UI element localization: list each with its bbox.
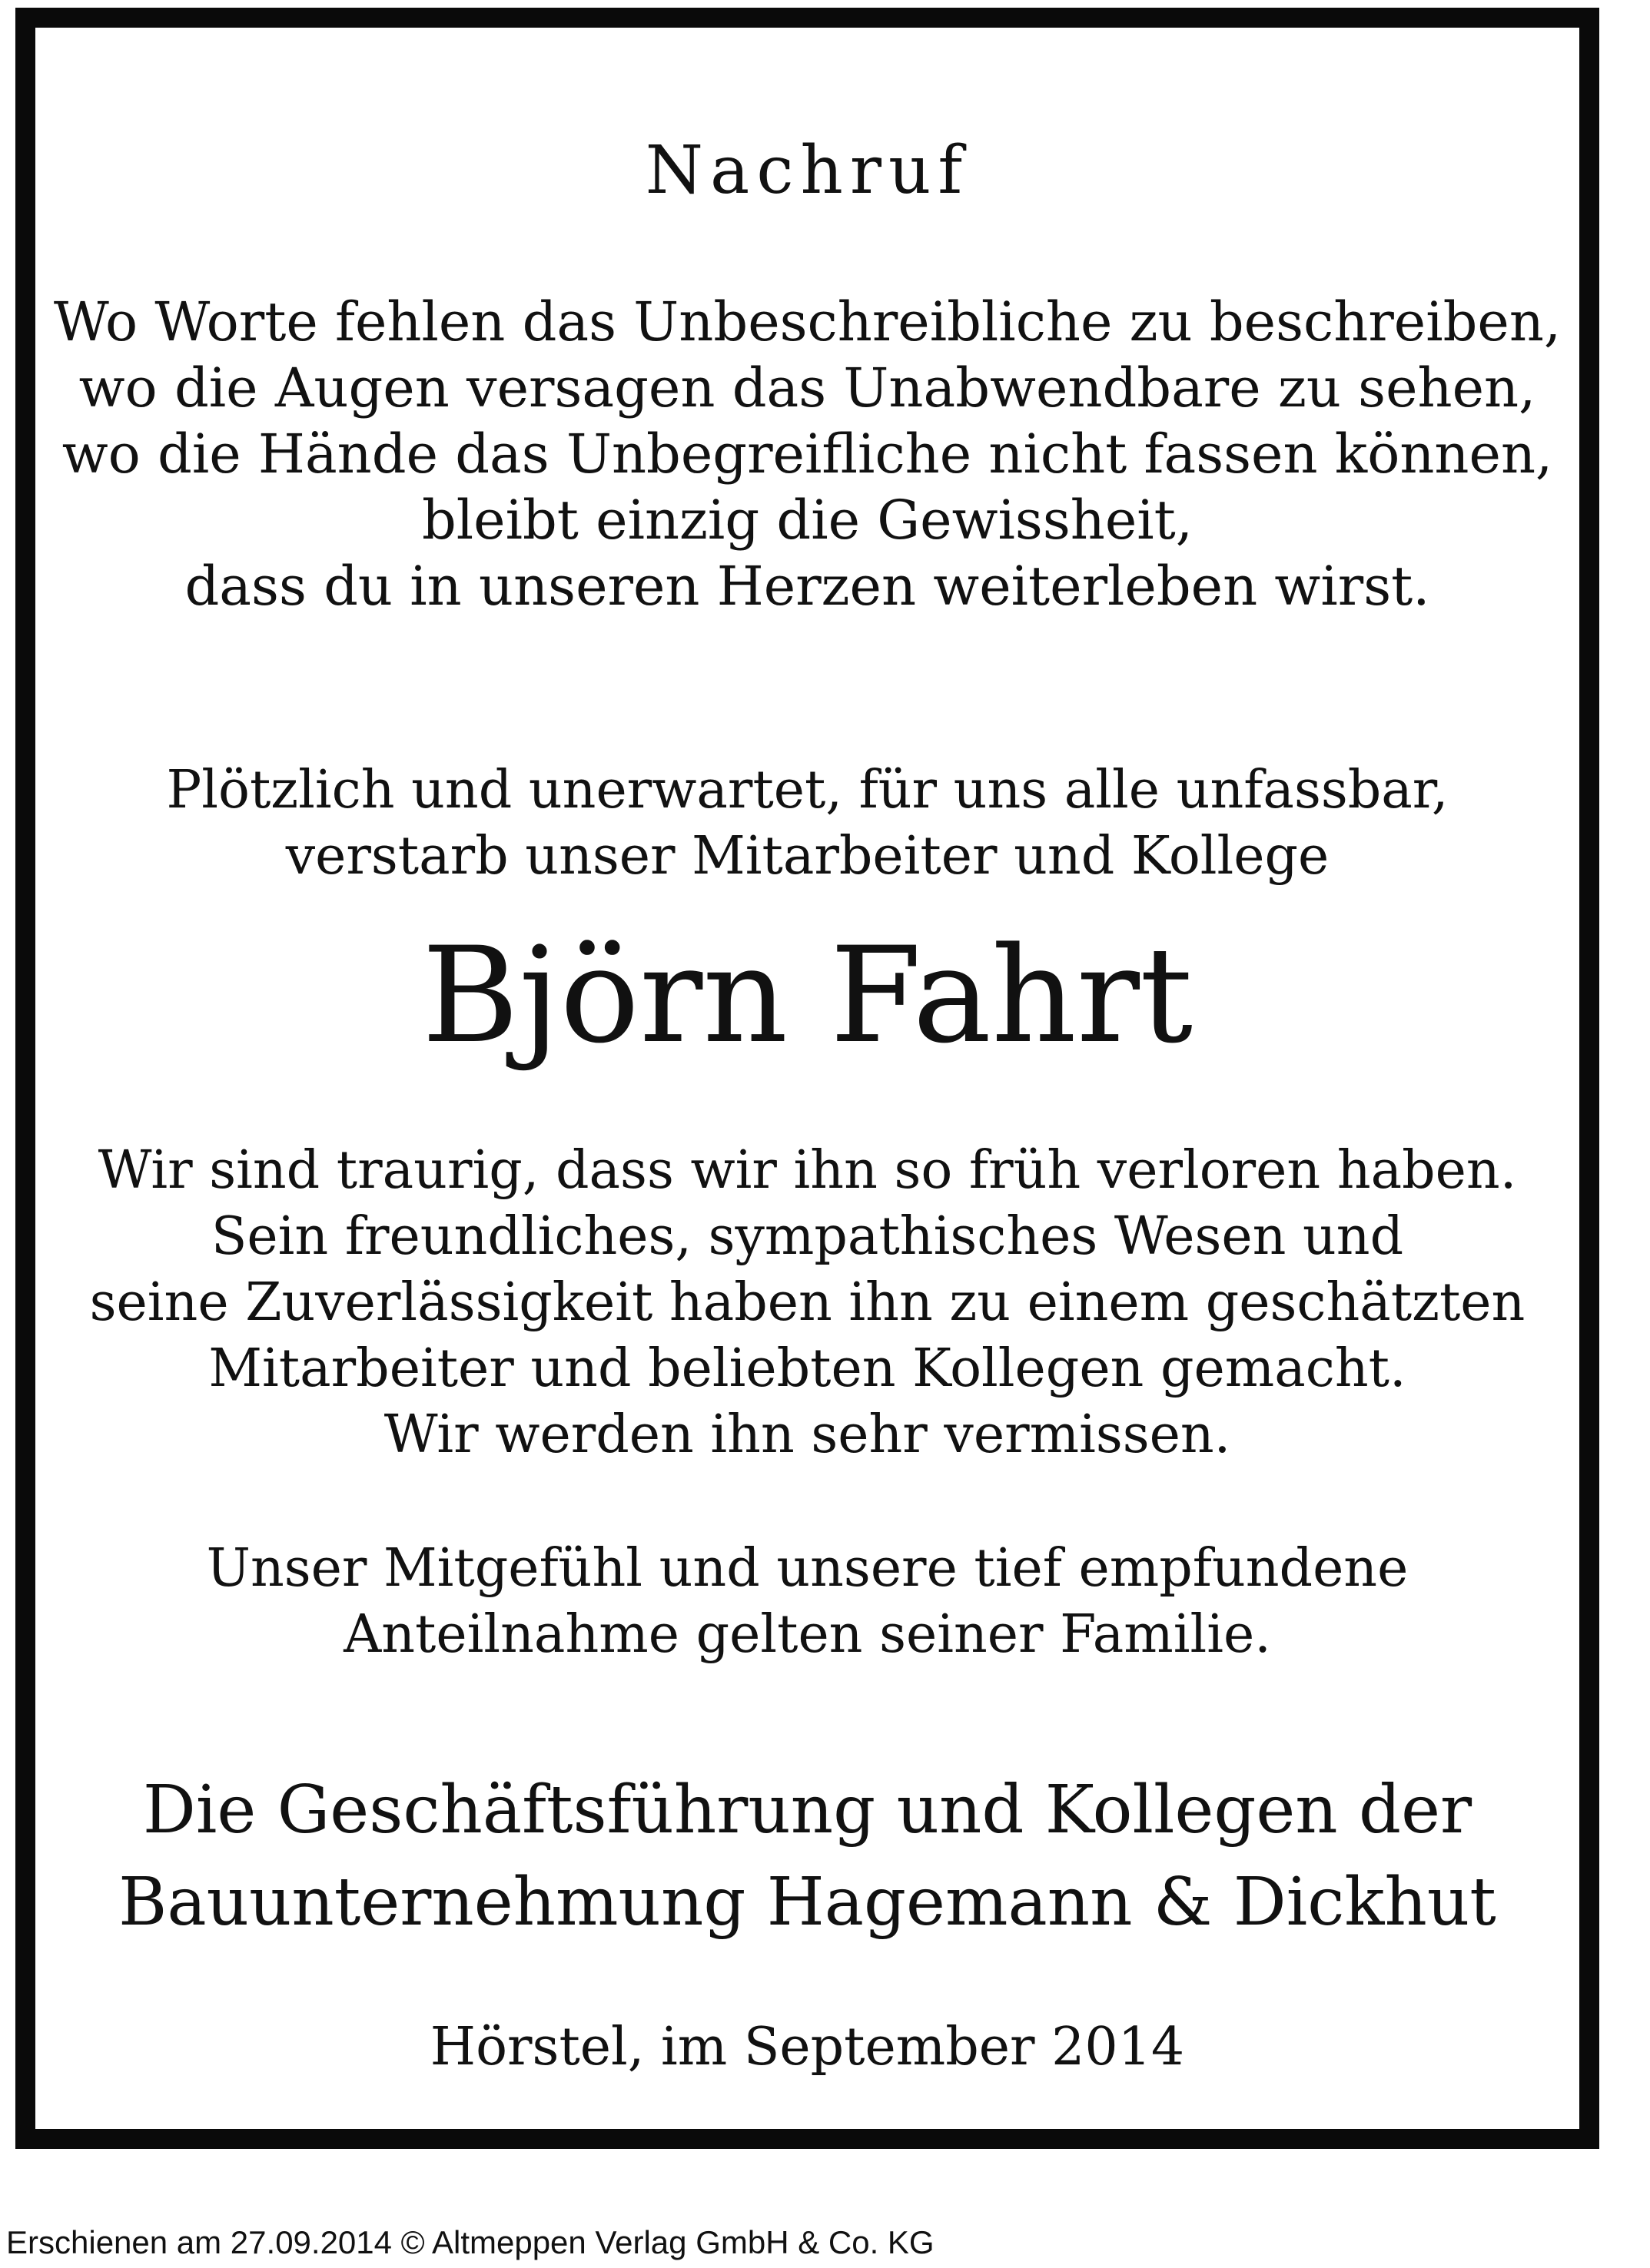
tribute-line-3: seine Zuverlässigkeit haben ihn zu einem geschätzten — [89, 1272, 1526, 1333]
tribute-line-2: Sein freundliches, sympathisches Wesen und — [211, 1206, 1404, 1267]
tribute-line-4: Mitarbeiter und beliebten Kollegen gemacht. — [208, 1338, 1406, 1399]
condolence-line-2: Anteilnahme gelten seiner Familie. — [344, 1604, 1271, 1665]
verse-line-4: bleibt einzig die Gewissheit, — [421, 489, 1194, 552]
verse-line-1: Wo Worte fehlen das Unbeschreibliche zu beschreiben, — [53, 290, 1562, 353]
verse-line-5: dass du in unseren Herzen weiterleben wirst. — [184, 555, 1430, 618]
tribute-line-1: Wir sind traurig, dass wir ihn so früh verloren haben. — [98, 1140, 1517, 1201]
obituary-frame — [15, 8, 1599, 2149]
deceased-name: Björn Fahrt — [421, 918, 1194, 1073]
notice-heading: Nachruf — [645, 132, 970, 209]
signature-line-1: Die Geschäftsführung und Kollegen der — [142, 1772, 1472, 1849]
verse-line-2: wo die Augen versagen das Unabwendbare zu sehen, — [78, 356, 1536, 419]
signature-line-2: Bauunternehmung Hagemann & Dickhut — [118, 1864, 1496, 1941]
intro-line-2: verstarb unser Mitarbeiter und Kollege — [285, 826, 1330, 887]
verse-line-3: wo die Hände das Unbegreifliche nicht fassen können, — [61, 423, 1553, 486]
tribute-line-5: Wir werden ihn sehr vermissen. — [383, 1404, 1231, 1465]
publication-footer: Erschienen am 27.09.2014 © Altmeppen Verlag GmbH & Co. KG — [6, 2224, 935, 2260]
intro-line-1: Plötzlich und unerwartet, für uns alle unfassbar, — [166, 760, 1449, 821]
place-date: Hörstel, im September 2014 — [430, 2017, 1185, 2077]
condolence-line-1: Unser Mitgefühl und unsere tief empfundene — [206, 1538, 1409, 1599]
